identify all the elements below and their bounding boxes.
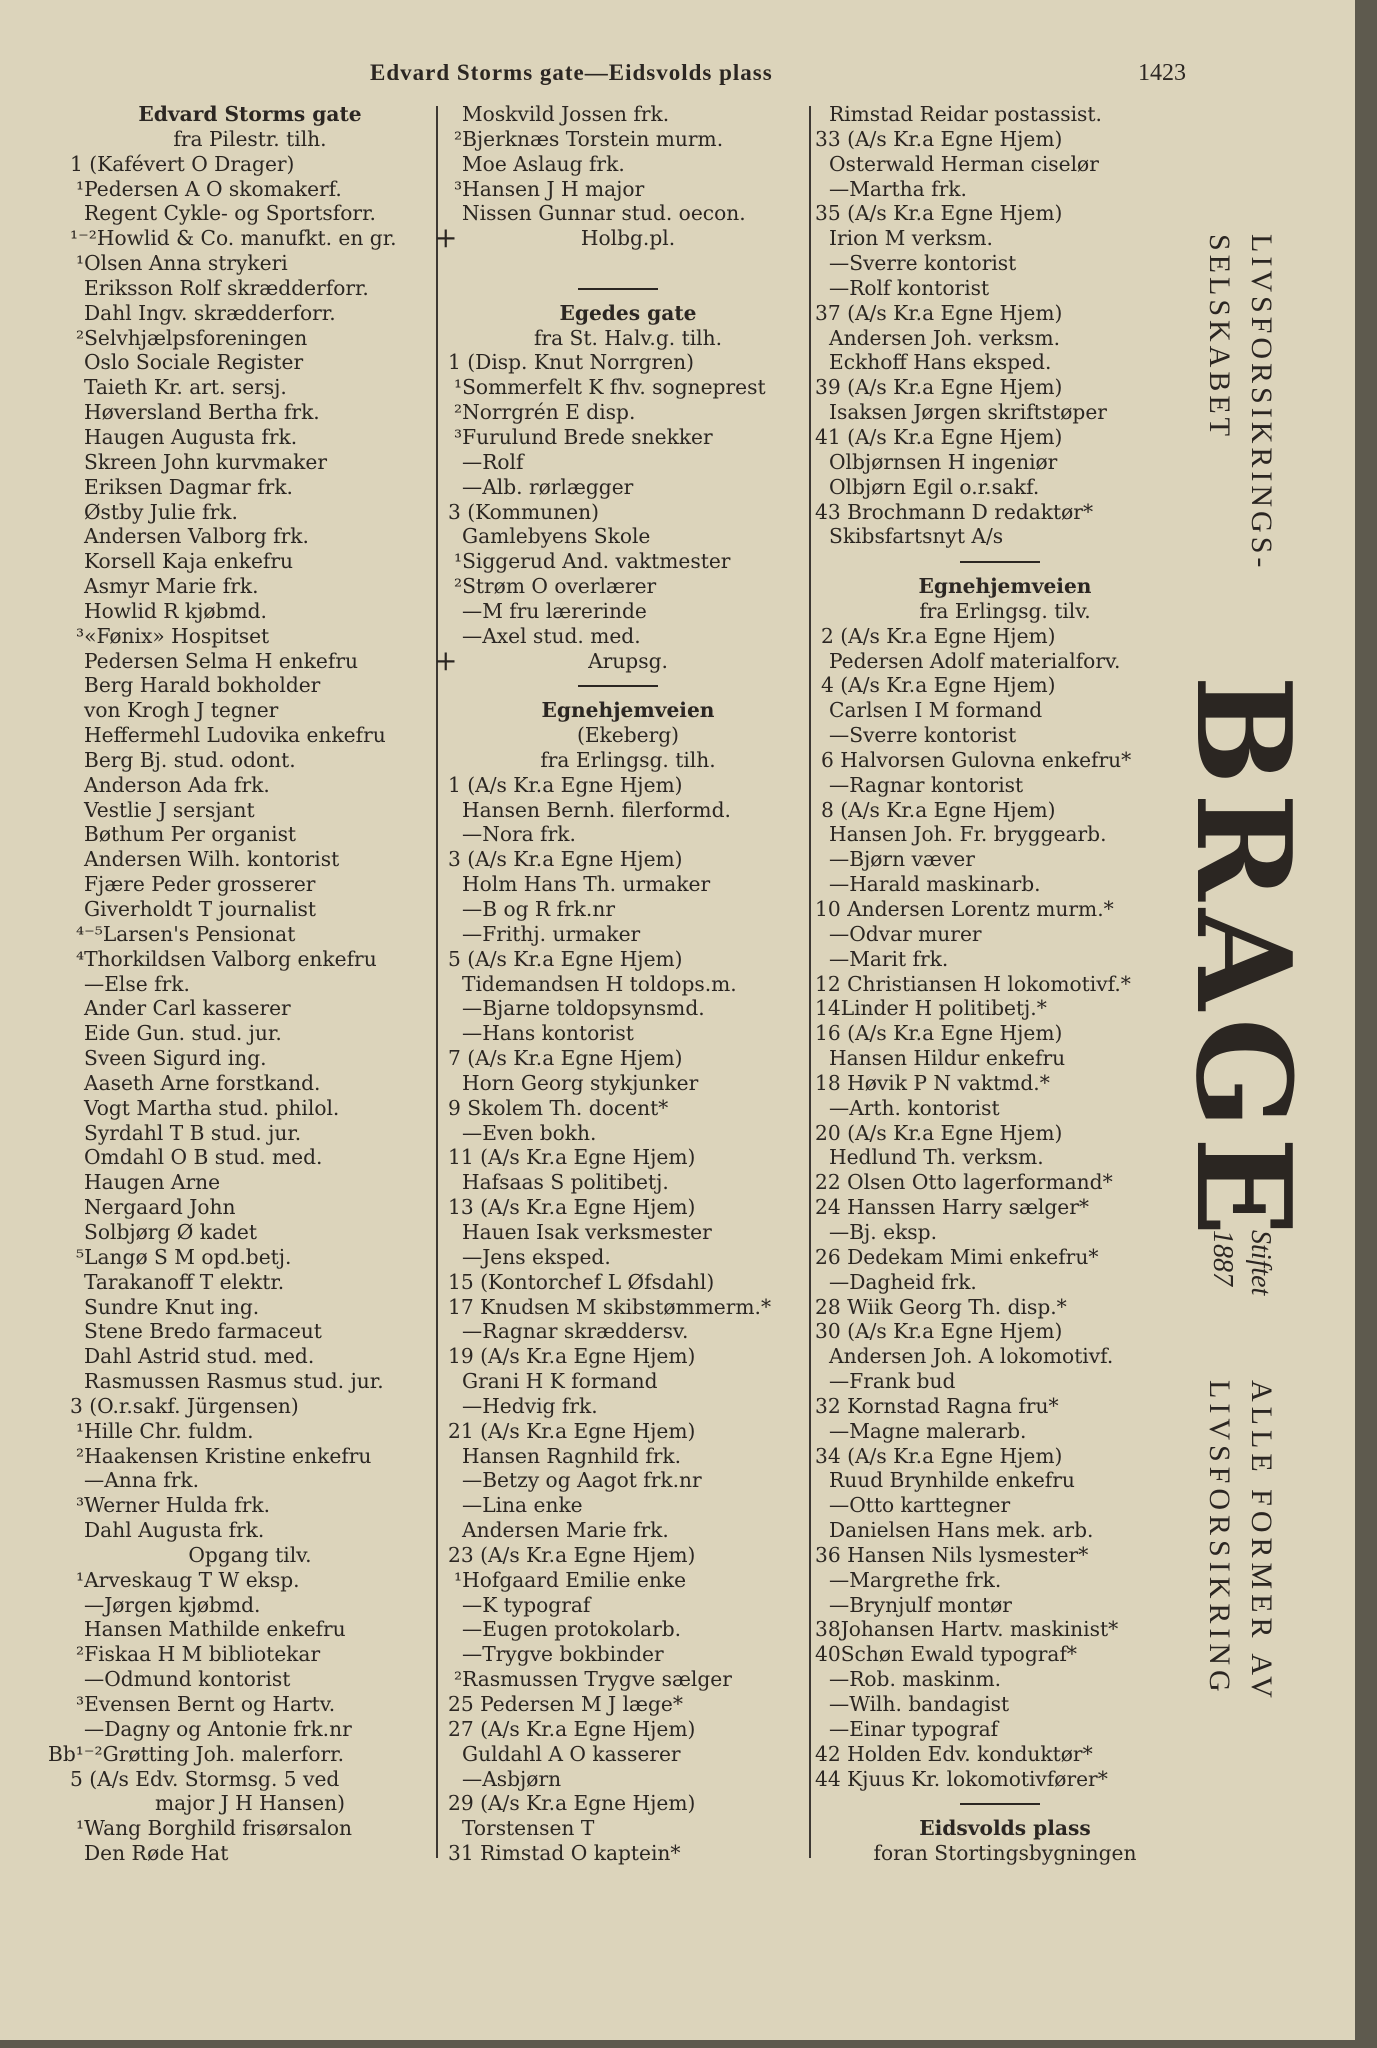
directory-entry: Heffermehl Ludovika enkefru	[84, 723, 386, 748]
directory-entry: Andersen Marie frk.	[462, 1518, 669, 1543]
directory-entry: Solbjørg Ø kadet	[84, 1219, 257, 1244]
section-rule	[815, 549, 1195, 574]
directory-entry: 21 (A/s Kr.a Egne Hjem)	[448, 1418, 696, 1443]
directory-entry: Eriksson Rolf skrædderforr.	[84, 275, 369, 300]
column-divider	[436, 106, 438, 1858]
street-heading: Eidsvolds plass	[919, 1816, 1091, 1841]
directory-entry: Østby Julie frk.	[84, 499, 238, 524]
directory-entry: ³Hansen J H major	[454, 176, 645, 201]
directory-entry: 20 (A/s Kr.a Egne Hjem)	[815, 1120, 1063, 1145]
ad-tagline-1: ALLE FORMER AV	[1245, 1380, 1278, 1703]
directory-column-3	[815, 102, 1195, 1866]
directory-entry: Ruud Brynhilde enkefru	[829, 1468, 1075, 1493]
directory-entry: —Harald maskinarb.	[829, 872, 1041, 897]
ad-line-2: SELSKABET	[1203, 234, 1236, 441]
directory-entry: Sundre Knut ing.	[84, 1294, 260, 1319]
directory-entry: 34 (A/s Kr.a Egne Hjem)	[815, 1443, 1063, 1468]
directory-entry: 5 (A/s Kr.a Egne Hjem)	[448, 946, 683, 971]
directory-entry: 3 (A/s Kr.a Egne Hjem)	[448, 847, 683, 872]
directory-entry: —Even bokh.	[462, 1120, 597, 1145]
directory-entry: Andersen Wilh. kontorist	[84, 847, 340, 872]
cross-street-name: Arupsg.	[588, 648, 668, 673]
section-rule	[815, 1791, 1195, 1816]
directory-entry: Rasmussen Rasmus stud. jur.	[84, 1369, 384, 1394]
directory-entry: —Alb. rørlægger	[462, 474, 634, 499]
cross-street-name: Holbg.pl.	[580, 226, 676, 251]
directory-entry: Ander Carl kasserer	[84, 996, 291, 1021]
directory-entry: —Bjørn væver	[829, 847, 975, 872]
directory-entry: —Odvar murer	[829, 921, 982, 946]
directory-entry: 22 Olsen Otto lagerformand*	[815, 1170, 1113, 1195]
directory-entry: —Magne malerarb.	[829, 1418, 1027, 1443]
directory-entry: Moskvild Jossen frk.	[462, 102, 670, 126]
directory-entry: Pedersen Selma H enkefru	[84, 648, 358, 673]
ad-line-1: LIVSFORSIKRINGS-	[1245, 234, 1278, 572]
column-divider	[809, 106, 811, 1858]
directory-entry: —Brynjulf montør	[829, 1592, 1012, 1617]
directory-entry: Den Røde Hat	[84, 1841, 229, 1866]
directory-entry: —Martha frk.	[829, 176, 967, 201]
directory-entry: 7 (A/s Kr.a Egne Hjem)	[448, 1046, 683, 1071]
directory-entry: 1 (A/s Kr.a Egne Hjem)	[448, 772, 683, 797]
directory-entry: ¹Olsen Anna strykeri	[76, 251, 288, 276]
directory-entry: Regent Cykle- og Sportsforr.	[84, 201, 376, 226]
street-heading: Edvard Storms gate	[138, 102, 362, 126]
directory-column-1	[48, 102, 430, 1866]
directory-entry: —Hedvig frk.	[462, 1393, 598, 1418]
directory-entry: —Dagheid frk.	[829, 1269, 977, 1294]
directory-entry: —K typograf	[462, 1592, 591, 1617]
directory-entry: 5 (A/s Edv. Stormsg. 5 ved	[70, 1766, 340, 1791]
directory-entry: 26 Dedekam Mimi enkefru*	[815, 1244, 1099, 1269]
directory-entry: Anderson Ada frk.	[84, 772, 270, 797]
rule-line	[960, 1803, 1040, 1805]
rule-line	[578, 288, 658, 290]
directory-entry: Olbjørn Egil o.r.sakf.	[829, 474, 1040, 499]
ad-founded-label: Stiftet	[1245, 1230, 1276, 1296]
directory-entry: 1 (Kafévert O Drager)	[70, 151, 295, 176]
street-subheading: Opgang tilv.	[188, 1542, 312, 1567]
street-subheading: foran Stortingsbygningen	[873, 1841, 1137, 1866]
directory-entry: 2 (A/s Kr.a Egne Hjem)	[821, 623, 1056, 648]
directory-entry: Guldahl A O kasserer	[462, 1741, 681, 1766]
street-subheading: fra Erlingsg. tilh.	[540, 747, 716, 772]
directory-entry: 39 (A/s Kr.a Egne Hjem)	[815, 375, 1063, 400]
directory-entry: Giverholdt T journalist	[84, 897, 317, 921]
directory-entry: Andersen Joh. verksm.	[829, 325, 1061, 350]
directory-entry: ⁴Thorkildsen Valborg enkefru	[76, 946, 377, 971]
directory-entry: Oslo Sociale Register	[84, 350, 304, 375]
directory-entry: 31 Rimstad O kaptein*	[448, 1841, 681, 1866]
directory-entry: 25 Pedersen M J læge*	[448, 1692, 683, 1716]
directory-entry: ¹⁻²Howlid & Co. manufkt. en gr.	[70, 226, 397, 251]
directory-entry: 38Johansen Hartv. maskinist*	[815, 1617, 1119, 1642]
street-subheading: (Ekeberg)	[576, 723, 680, 748]
directory-entry: —Einar typograf	[829, 1716, 999, 1741]
directory-entry: Isaksen Jørgen skriftstøper	[829, 400, 1107, 425]
directory-entry: Vogt Martha stud. philol.	[84, 1095, 340, 1120]
directory-entry: —M fru lærerinde	[462, 598, 647, 623]
directory-entry: 24 Hanssen Harry sælger*	[815, 1195, 1089, 1220]
directory-entry: ¹Sommerfelt K fhv. sogneprest	[454, 375, 766, 400]
directory-entry: 27 (A/s Kr.a Egne Hjem)	[448, 1716, 696, 1741]
directory-entry: ³Werner Hulda frk.	[76, 1493, 271, 1518]
directory-entry: 3 (O.r.sakf. Jürgensen)	[70, 1393, 299, 1418]
directory-entry: 41 (A/s Kr.a Egne Hjem)	[815, 424, 1063, 449]
directory-entry: 16 (A/s Kr.a Egne Hjem)	[815, 1021, 1063, 1046]
directory-entry: —Bj. eksp.	[829, 1219, 937, 1244]
directory-entry: 32 Kornstad Ragna fru*	[815, 1393, 1059, 1418]
directory-entry: ³Furulund Brede snekker	[454, 424, 713, 449]
directory-entry: ²Rasmussen Trygve sælger	[454, 1667, 732, 1692]
directory-entry: Stene Bredo farmaceut	[84, 1319, 322, 1344]
directory-entry: Rimstad Reidar postassist.	[829, 102, 1102, 126]
directory-entry: —Bjarne toldopsynsmd.	[462, 996, 705, 1021]
directory-entry: ³«Fønix» Hospitset	[76, 623, 270, 648]
section-rule	[448, 673, 808, 698]
cross-street-marker: +	[434, 643, 458, 677]
directory-entry: Høversland Bertha frk.	[84, 400, 320, 425]
directory-entry: ²Haakensen Kristine enkefru	[76, 1443, 372, 1468]
directory-entry: 10 Andersen Lorentz murm.*	[815, 897, 1114, 921]
directory-entry: Danielsen Hans mek. arb.	[829, 1518, 1094, 1543]
directory-entry: Hansen Hildur enkefru	[829, 1046, 1066, 1071]
directory-entry: 37 (A/s Kr.a Egne Hjem)	[815, 300, 1063, 325]
directory-entry: —Sverre kontorist	[829, 251, 1017, 276]
directory-entry: ¹Arveskaug T W eksp.	[76, 1567, 300, 1592]
directory-entry: ¹Hofgaard Emilie enke	[454, 1567, 687, 1592]
directory-entry: 30 (A/s Kr.a Egne Hjem)	[815, 1319, 1063, 1344]
directory-entry: 4 (A/s Kr.a Egne Hjem)	[821, 673, 1056, 698]
street-subheading: major J H Hansen)	[154, 1791, 346, 1816]
directory-entry: 23 (A/s Kr.a Egne Hjem)	[448, 1542, 696, 1567]
directory-entry: 14Linder H politibetj.*	[815, 996, 1047, 1021]
ad-brand-logo: BRAGE	[1167, 675, 1320, 1244]
directory-entry: —Dagny og Antonie frk.nr	[84, 1716, 352, 1741]
ad-tagline-2: LIVSFORSIKRING	[1203, 1380, 1236, 1697]
directory-entry: 42 Holden Edv. konduktør*	[815, 1741, 1093, 1766]
directory-entry: Carlsen I M formand	[829, 698, 1043, 723]
directory-entry: 28 Wiik Georg Th. disp.*	[815, 1294, 1067, 1319]
street-subheading: fra Erlingsg. tilv.	[919, 598, 1091, 623]
rule-line	[578, 685, 658, 687]
directory-entry: Nissen Gunnar stud. oecon.	[462, 201, 746, 226]
page-header	[0, 60, 1200, 92]
directory-entry: Hedlund Th. verksm.	[829, 1145, 1044, 1170]
directory-entry: ²Strøm O overlærer	[454, 574, 657, 599]
ad-founded-year: 1887	[1207, 1230, 1238, 1286]
directory-entry: Holm Hans Th. urmaker	[462, 872, 711, 897]
directory-entry: 44 Kjuus Kr. lokomotivfører*	[815, 1766, 1108, 1791]
directory-entry: Nergaard John	[84, 1195, 236, 1220]
directory-entry: ¹Wang Borghild frisørsalon	[76, 1816, 353, 1841]
directory-entry: —Rolf kontorist	[829, 275, 990, 300]
directory-entry: —Trygve bokbinder	[462, 1642, 664, 1667]
directory-entry: Taieth Kr. art. sersj.	[84, 375, 287, 400]
directory-entry: Horn Georg stykjunker	[462, 1070, 699, 1095]
directory-entry: Hansen Bernh. filerformd.	[462, 797, 731, 822]
directory-entry: —Marit frk.	[829, 946, 949, 971]
directory-entry: 18 Høvik P N vaktmd.*	[815, 1070, 1050, 1095]
directory-entry: ²Fiskaa H M bibliotekar	[76, 1642, 321, 1667]
directory-entry: 12 Christiansen H lokomotivf.*	[815, 971, 1131, 996]
directory-entry: —Hans kontorist	[462, 1021, 634, 1046]
brage-advertisement	[1167, 220, 1330, 1780]
rule-line	[960, 561, 1040, 563]
directory-entry: —Nora frk.	[462, 822, 576, 847]
directory-entry: —Frithj. urmaker	[462, 921, 641, 946]
directory-entry: Irion M verksm.	[829, 226, 993, 251]
directory-entry: —Margrethe frk.	[829, 1567, 1002, 1592]
directory-entry: 36 Hansen Nils lysmester*	[815, 1542, 1089, 1567]
directory-entry: Eriksen Dagmar frk.	[84, 474, 293, 499]
directory-entry: —Jens eksped.	[462, 1244, 611, 1269]
directory-entry: 8 (A/s Kr.a Egne Hjem)	[821, 797, 1056, 822]
directory-entry: Hansen Joh. Fr. bryggearb.	[829, 822, 1107, 847]
directory-entry: Bb¹⁻²Grøtting Joh. malerforr.	[48, 1741, 344, 1766]
directory-entry: —Arth. kontorist	[829, 1095, 1000, 1120]
directory-entry: —Axel stud. med.	[462, 623, 641, 648]
directory-entry: Berg Harald bokholder	[84, 673, 321, 698]
directory-entry: Hauen Isak verksmester	[462, 1219, 712, 1244]
directory-entry: —Ragnar skræddersv.	[462, 1319, 689, 1344]
directory-entry: —Frank bud	[829, 1369, 956, 1394]
directory-entry: 19 (A/s Kr.a Egne Hjem)	[448, 1344, 696, 1369]
directory-entry: —Sverre kontorist	[829, 723, 1017, 748]
directory-entry: Dahl Astrid stud. med.	[84, 1344, 315, 1369]
directory-entry: Vestlie J sersjant	[84, 797, 255, 822]
directory-entry: ¹Pedersen A O skomakerf.	[76, 176, 342, 201]
directory-entry: Moe Aslaug frk.	[462, 151, 625, 176]
directory-entry: —Rob. maskinm.	[829, 1667, 1002, 1692]
directory-column-2	[434, 102, 808, 1866]
directory-entry: 1 (Disp. Knut Norrgren)	[448, 350, 695, 375]
directory-entry: Howlid R kjøbmd.	[84, 598, 267, 623]
directory-entry: Andersen Joh. A lokomotivf.	[829, 1344, 1114, 1369]
directory-entry: Omdahl O B stud. med.	[84, 1145, 323, 1170]
directory-entry: —Ragnar kontorist	[829, 772, 1024, 797]
directory-entry: —Else frk.	[84, 971, 190, 996]
directory-entry: Hafsaas S politibetj.	[462, 1170, 669, 1195]
directory-entry: Andersen Valborg frk.	[84, 524, 309, 549]
directory-entry: 3 (Kommunen)	[448, 499, 599, 524]
directory-entry: 11 (A/s Kr.a Egne Hjem)	[448, 1145, 696, 1170]
directory-entry: —Betzy og Aagot frk.nr	[462, 1468, 702, 1493]
directory-entry: —Anna frk.	[84, 1468, 199, 1493]
directory-entry: Olbjørnsen H ingeniør	[829, 449, 1058, 474]
directory-entry: —Asbjørn	[462, 1766, 562, 1791]
directory-entry: Haugen Arne	[84, 1170, 221, 1195]
directory-entry: 40Schøn Ewald typograf*	[815, 1642, 1078, 1667]
cross-street-row	[434, 643, 808, 677]
directory-entry: 13 (A/s Kr.a Egne Hjem)	[448, 1195, 696, 1220]
directory-entry: —Rolf	[462, 449, 524, 474]
directory-entry: Dahl Ingv. skrædderforr.	[84, 300, 336, 325]
directory-entry: Berg Bj. stud. odont.	[84, 747, 296, 772]
directory-entry: —Eugen protokolarb.	[462, 1617, 682, 1642]
running-head: Edvard Storms gate—Eidsvolds plass	[370, 60, 773, 85]
directory-entry: Tarakanoff T elektr.	[84, 1269, 285, 1294]
cross-street-row	[434, 221, 808, 255]
directory-entry: Grani H K formand	[462, 1369, 658, 1394]
directory-entry: 29 (A/s Kr.a Egne Hjem)	[448, 1791, 696, 1816]
directory-entry: ²Norrgrén E disp.	[454, 400, 636, 425]
directory-entry: 15 (Kontorchef L Øfsdahl)	[448, 1269, 715, 1294]
directory-entry: 9 Skolem Th. docent*	[448, 1095, 669, 1120]
directory-entry: von Krogh J tegner	[84, 698, 279, 723]
street-subheading: fra St. Halv.g. tilh.	[533, 325, 723, 350]
directory-entry: ¹Hille Chr. fuldm.	[76, 1418, 254, 1443]
directory-entry: —Jørgen kjøbmd.	[84, 1592, 261, 1617]
directory-entry: 35 (A/s Kr.a Egne Hjem)	[815, 201, 1063, 226]
directory-entry: ⁵Langø S M opd.betj.	[76, 1244, 292, 1269]
directory-entry: Eckhoff Hans eksped.	[829, 350, 1052, 375]
directory-entry: Skreen John kurvmaker	[84, 449, 327, 474]
directory-entry: Syrdahl T B stud. jur.	[84, 1120, 302, 1145]
directory-entry: Dahl Augusta frk.	[84, 1518, 265, 1543]
directory-entry: —B og R frk.nr	[462, 897, 615, 921]
directory-entry: 17 Knudsen M skibstømmerm.*	[448, 1294, 772, 1319]
page-number: 1423	[1138, 60, 1186, 86]
directory-entry: —Wilh. bandagist	[829, 1692, 1010, 1716]
directory-entry: 33 (A/s Kr.a Egne Hjem)	[815, 126, 1063, 151]
directory-entry: Korsell Kaja enkefru	[84, 549, 294, 574]
directory-entry: Bøthum Per organist	[84, 822, 297, 847]
directory-entry: Torstensen T	[462, 1816, 595, 1841]
directory-entry: Hansen Ragnhild frk.	[462, 1443, 682, 1468]
section-rule	[448, 276, 808, 301]
cross-street-marker: +	[434, 221, 458, 255]
directory-entry: 6 Halvorsen Gulovna enkefru*	[821, 747, 1132, 772]
directory-entry: Asmyr Marie frk.	[84, 574, 259, 599]
directory-entry: Haugen Augusta frk.	[84, 424, 298, 449]
spacer	[448, 251, 808, 276]
street-heading: Egnehjemveien	[541, 698, 715, 723]
directory-entry: Tidemandsen H toldops.m.	[462, 971, 737, 996]
street-heading: Egnehjemveien	[918, 574, 1092, 599]
directory-entry: ¹Siggerud And. vaktmester	[454, 549, 731, 574]
directory-entry: Skibsfartsnyt A/s	[829, 524, 1004, 549]
directory-entry: —Otto karttegner	[829, 1493, 1011, 1518]
directory-entry: 43 Brochmann D redaktør*	[815, 499, 1094, 524]
directory-entry: ²Selvhjælpsforeningen	[76, 325, 308, 350]
street-heading: Egedes gate	[559, 300, 697, 325]
directory-entry: Pedersen Adolf materialforv.	[829, 648, 1121, 673]
directory-entry: —Lina enke	[462, 1493, 583, 1518]
directory-entry: Fjære Peder grosserer	[84, 872, 316, 897]
directory-entry: Eide Gun. stud. jur.	[84, 1021, 282, 1046]
directory-entry: —Odmund kontorist	[84, 1667, 291, 1692]
directory-entry: Hansen Mathilde enkefru	[84, 1617, 346, 1642]
directory-entry: ²Bjerknæs Torstein murm.	[454, 126, 724, 151]
directory-entry: Sveen Sigurd ing.	[84, 1046, 267, 1071]
street-subheading: fra Pilestr. tilh.	[173, 126, 327, 151]
directory-entry: Aaseth Arne forstkand.	[84, 1070, 321, 1095]
directory-entry: ³Evensen Bernt og Hartv.	[76, 1692, 336, 1716]
directory-entry: ⁴⁻⁵Larsen's Pensionat	[76, 921, 296, 946]
directory-entry: Gamlebyens Skole	[462, 524, 651, 549]
directory-entry: Osterwald Herman ciselør	[829, 151, 1099, 176]
